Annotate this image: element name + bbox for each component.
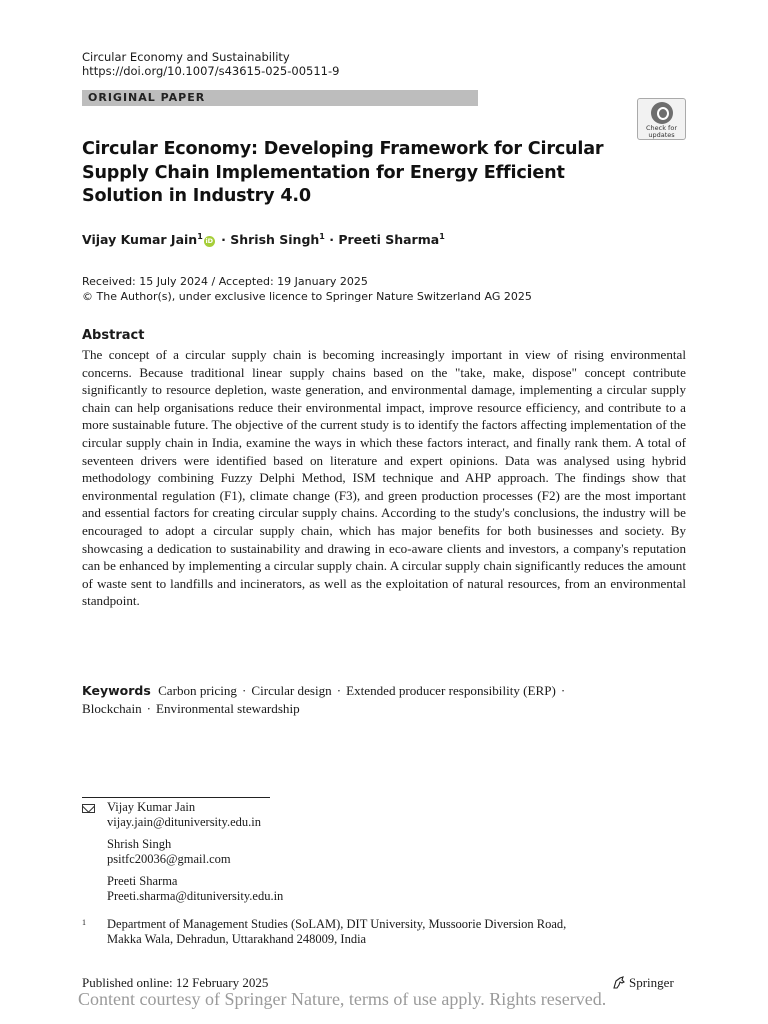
mail-icon — [82, 804, 95, 813]
footnote-divider — [82, 797, 270, 798]
contact-email[interactable]: psitfc20036@gmail.com — [107, 852, 231, 866]
author-name[interactable]: Preeti Sharma — [338, 232, 440, 248]
abstract-text: The concept of a circular supply chain is becoming increasingly important in view of rising environmental concerns. Because traditional linear supply chains based on the "take, make, dispose" concept contribute significantly to resource depletion, waste generation, and environmental damage, implementing a circular supply chain can help organisations reduce their environmental impact, improve resource efficiency, and contribute to a more sustainable future. The objective of the current study is to identify the factors affecting implementation of the circular supply chain in India, examine the ways in which these factors interact, and finally rank them. A total of seventeen drivers were identified based on literature and expert opinions. Data was analysed using hybrid methodology combining Fuzzy Delphi Method, ISM technique and AHP approach. The findings show that environmental regulation (F1), climate change (F3), and green production processes (F2) are the most important and essential factors for creating circular supply chains. According to the study's conclusions, the industry will be encouraged to adopt a circular supply chain, which has major benefits for both businesses and society. By showcasing a dedication to sustainability and drawing in eco-aware clients and investors, a company's reputation can be enhanced by implementing a circular supply chain. A circular supply chain significantly reduces the amount of waste sent to landfills and incinerators, as well as the exploitation of natural resources, from an environmental standpoint. — [82, 347, 686, 609]
affiliation-line: Department of Management Studies (SoLAM), DIT University, Mussoorie Diversion Road, — [107, 917, 567, 931]
keyword: Circular design — [251, 683, 332, 698]
contact-entry — [107, 874, 283, 904]
contact-name: Vijay Kumar Jain — [107, 800, 196, 814]
keyword: Blockchain — [82, 701, 142, 716]
contact-email[interactable]: Preeti.sharma@dituniversity.edu.in — [107, 889, 284, 903]
author-list: Vijay Kumar Jain$^1$iD · Shrish Singh$^1$ · Preeti Sharma$^1$ — [82, 232, 445, 248]
courtesy-watermark: Content courtesy of Springer Nature, terms of use apply. Rights reserved. — [78, 989, 607, 1009]
publisher-name: Springer — [629, 975, 674, 990]
keyword: Extended producer responsibility (ERP) — [346, 683, 556, 698]
abstract-heading: Abstract — [82, 328, 145, 343]
article-dates — [82, 274, 532, 304]
author-name[interactable]: Shrish Singh — [230, 232, 320, 248]
article-type-label: ORIGINAL PAPER — [82, 90, 478, 106]
contact-entry — [107, 837, 283, 867]
author-name[interactable]: Vijay Kumar Jain — [82, 232, 198, 248]
springer-horse-icon — [612, 976, 626, 989]
keywords-section: Keywords Carbon pricing · Circular design · Extended producer responsibility (ERP) · Blockchain · Environmental stewardship — [82, 683, 566, 716]
check-updates-icon — [651, 102, 673, 124]
doi-link[interactable]: https://doi.org/10.1007/s43615-025-00511-9 — [82, 64, 340, 78]
publisher-logo[interactable] — [612, 975, 674, 991]
author-affiliation-sup: 1 — [439, 232, 445, 241]
contact-name: Preeti Sharma — [107, 874, 178, 888]
journal-header — [82, 50, 339, 78]
check-updates-label: Check for updates — [646, 124, 677, 139]
article-title: Circular Economy: Developing Framework for Circular Supply Chain Implementation for Energy Efficient Solution in Industry 4.0 — [82, 139, 604, 206]
affiliation-line: Makka Wala, Dehradun, Uttarakhand 248009, India — [107, 932, 367, 946]
contact-name: Shrish Singh — [107, 837, 172, 851]
affiliation — [82, 917, 647, 947]
orcid-icon[interactable]: iD — [205, 237, 214, 246]
corresponding-contacts — [82, 800, 283, 911]
affiliation-number: 1 — [82, 918, 86, 927]
received-accepted-dates: Received: 15 July 2024 / Accepted: 19 January 2025 — [82, 275, 368, 288]
journal-name: Circular Economy and Sustainability — [82, 50, 290, 64]
author-affiliation-sup: 1 — [197, 232, 203, 241]
keywords-heading: Keywords — [82, 683, 151, 698]
copyright-line: © The Author(s), under exclusive licence to Springer Nature Switzerland AG 2025 — [82, 290, 532, 303]
author-affiliation-sup: 1 — [319, 232, 325, 241]
contact-email[interactable]: vijay.jain@dituniversity.edu.in — [107, 815, 261, 829]
keyword: Environmental stewardship — [156, 701, 300, 716]
contact-entry — [107, 800, 283, 830]
published-date: Published online: 12 February 2025 — [82, 975, 269, 990]
check-for-updates-button[interactable] — [637, 98, 686, 140]
keyword: Carbon pricing — [158, 683, 237, 698]
